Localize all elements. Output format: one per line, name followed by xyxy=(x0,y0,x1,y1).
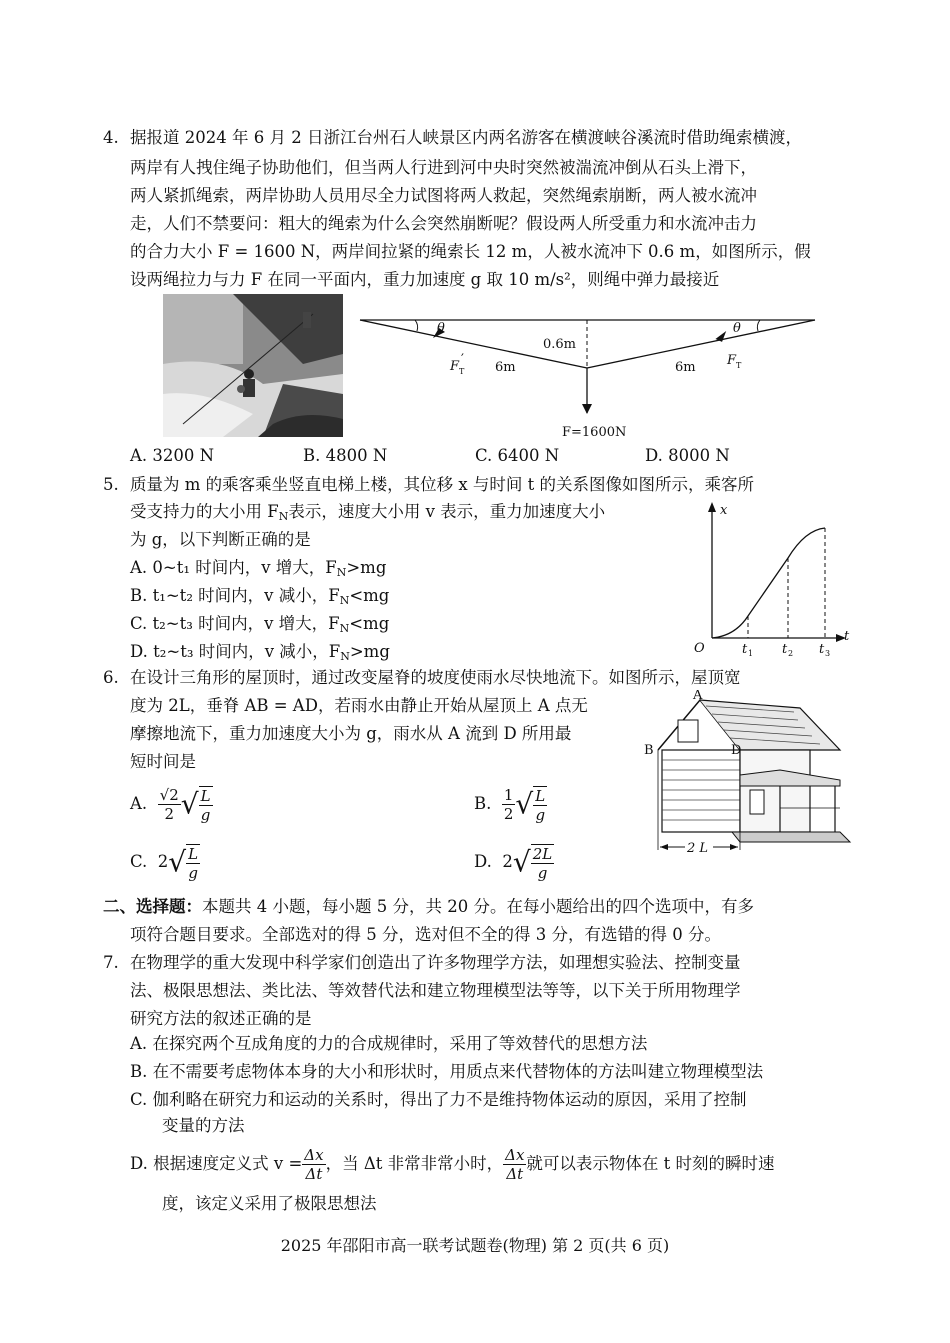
section2-line-2: 项符合题目要求。全部选对的得 5 分，选对但不全的得 3 分，有选错的得 0 分。 xyxy=(130,925,721,944)
q5-option-d: D. t₂~t₃ 时间内，v 减小，$F_N>mg$ xyxy=(130,642,390,663)
ft-right-sub: T xyxy=(736,361,742,370)
left-length: 6m xyxy=(495,360,516,375)
q4-line-2: 两岸有人拽住绳子协助他们，但当两人行进到河中央时突然被湍流冲倒从石头上滑下， xyxy=(130,158,757,177)
q5-xt-graph xyxy=(690,498,855,660)
right-length: 6m xyxy=(675,360,696,375)
theta-left: θ xyxy=(437,321,445,336)
q6-house-diagram xyxy=(640,690,855,865)
q4-line-1: 据报道 2024 年 6 月 2 日浙江台州石人峡景区内两名游客在横渡峡谷溪流时借助绳索横渡， xyxy=(130,128,802,147)
t2-label: t xyxy=(782,642,788,657)
t3-label: t xyxy=(819,642,825,657)
q5-line-2: 受支持力的大小用 $F_N$表示，速度大小用 v 表示，重力加速度大小 xyxy=(130,502,606,523)
ft-right: F xyxy=(727,353,737,368)
q4-number: 4. xyxy=(103,128,119,147)
q5-line-3: 为 g，以下判断正确的是 xyxy=(130,530,311,549)
q7-option-a: A. 在探究两个互成角度的力的合成规律时，采用了等效替代的思想方法 xyxy=(130,1034,648,1053)
q5-option-b: B. t₁~t₂ 时间内，v 减小，$F_N<mg$ xyxy=(130,586,390,607)
page-footer: 2025 年邵阳市高一联考试题卷(物理) 第 2 页(共 6 页) xyxy=(280,1236,670,1255)
q6-number: 6. xyxy=(103,668,119,687)
q7-option-d-1: D. 根据速度定义式 v = $\frac{\Delta x}{\Delta t}$ ，当 Δt 非常非常小时， $\frac{\Delta x}{\Delta t}$ 就可以表示物体在 t 时刻的瞬时速 xyxy=(130,1146,775,1183)
q5-option-c: C. t₂~t₃ 时间内，v 增大，$F_N<mg$ xyxy=(130,614,390,635)
q7-line-1: 在物理学的重大发现中科学家们创造出了许多物理学方法，如理想实验法、控制变量 xyxy=(130,953,741,972)
sag-label: 0.6m xyxy=(543,337,577,352)
rope-right xyxy=(587,320,815,368)
q6-line-2: 度为 2L，垂脊 AB = AD，若雨水由静止开始从屋顶上 A 点无 xyxy=(130,696,588,715)
q5-option-a: A. 0~t₁ 时间内，v 增大，$F_N>mg$ xyxy=(130,558,387,579)
q4-option-b: B. 4800 N xyxy=(303,446,388,465)
q6-line-1: 在设计三角形的屋顶时，通过改变屋脊的坡度使雨水尽快地流下。如图所示，屋顶宽 xyxy=(130,668,741,687)
q4-option-d: D. 8000 N xyxy=(645,446,730,465)
origin-label: O xyxy=(694,641,705,656)
q6-line-4: 短时间是 xyxy=(130,752,196,771)
q5-line-1: 质量为 m 的乘客乘坐竖直电梯上楼，其位移 x 与时间 t 的关系图像如图所示，乘客所 xyxy=(130,475,755,494)
q4-line-5: 的合力大小 F = 1600 N，两岸间拉紧的绳索长 12 m，人被水流冲下 0.6 m，如图所示，假 xyxy=(130,242,811,261)
q7-number: 7. xyxy=(103,953,119,972)
x-axis-label: t xyxy=(844,629,850,644)
xt-curve xyxy=(712,528,825,638)
q6-option-b: B. $\frac{1}{2}$ √ $\frac{L}{g}$ xyxy=(474,786,546,824)
q4-line-3: 两人紧抓绳索，两岸协助人员用尽全力试图将两人救起，突然绳索崩断，两人被水流冲 xyxy=(130,186,757,205)
svg-text:2: 2 xyxy=(788,649,794,658)
q4-line-4: 走，人们不禁要问：粗大的绳索为什么会突然崩断呢？假设两人所受重力和水流冲击力 xyxy=(130,214,757,233)
svg-text:3: 3 xyxy=(825,649,831,658)
q6-option-c: C. 2√ $\frac{L}{g}$ xyxy=(130,844,199,882)
y-axis-label: x xyxy=(720,503,728,518)
q7-option-c-2: 变量的方法 xyxy=(162,1116,245,1135)
point-d: D xyxy=(731,743,742,758)
q7-option-c-1: C. 伽利略在研究力和运动的关系时，得出了力不是维持物体运动的原因，采用了控制 xyxy=(130,1090,747,1109)
q6-option-a: A. $\frac{√2}{2}$ √ $\frac{L}{g}$ xyxy=(130,786,211,824)
q4-line-6: 设两绳拉力与力 F 在同一平面内，重力加速度 g 取 10 m/s²，则绳中弹力最接近 xyxy=(130,270,720,289)
q4-option-a: A. 3200 N xyxy=(130,446,215,465)
q4-force-diagram xyxy=(355,308,825,443)
section2-header: 二、选择题：本题共 4 小题，每小题 5 分，共 20 分。在每小题给出的四个选项中，有多 xyxy=(103,897,754,916)
ft-left-sub: T xyxy=(459,367,465,376)
point-a: A xyxy=(693,690,703,703)
ft-left: F xyxy=(450,359,460,374)
q7-line-3: 研究方法的叙述正确的是 xyxy=(130,1009,312,1028)
theta-right: θ xyxy=(733,321,741,336)
q7-option-b: B. 在不需要考虑物体本身的大小和形状时，用质点来代替物体的方法叫建立物理模型法 xyxy=(130,1062,764,1081)
q7-option-d-2: 度，该定义采用了极限思想法 xyxy=(162,1194,377,1213)
q6-line-3: 摩擦地流下，重力加速度大小为 g，雨水从 A 流到 D 所用最 xyxy=(130,724,572,743)
svg-text:1: 1 xyxy=(748,649,754,658)
t1-label: t xyxy=(742,642,748,657)
force-label: F=1600N xyxy=(562,425,627,440)
ft-left-prime: ′ xyxy=(461,352,464,367)
q5-number: 5. xyxy=(103,475,119,494)
q6-option-d: D. 2√ $\frac{2L}{g}$ xyxy=(474,844,553,882)
q4-river-photo xyxy=(163,294,343,437)
width-label: 2 L xyxy=(687,841,709,856)
point-b: B xyxy=(644,743,654,758)
q4-option-c: C. 6400 N xyxy=(475,446,560,465)
q7-line-2: 法、极限思想法、类比法、等效替代法和建立物理模型法等等，以下关于所用物理学 xyxy=(130,981,741,1000)
